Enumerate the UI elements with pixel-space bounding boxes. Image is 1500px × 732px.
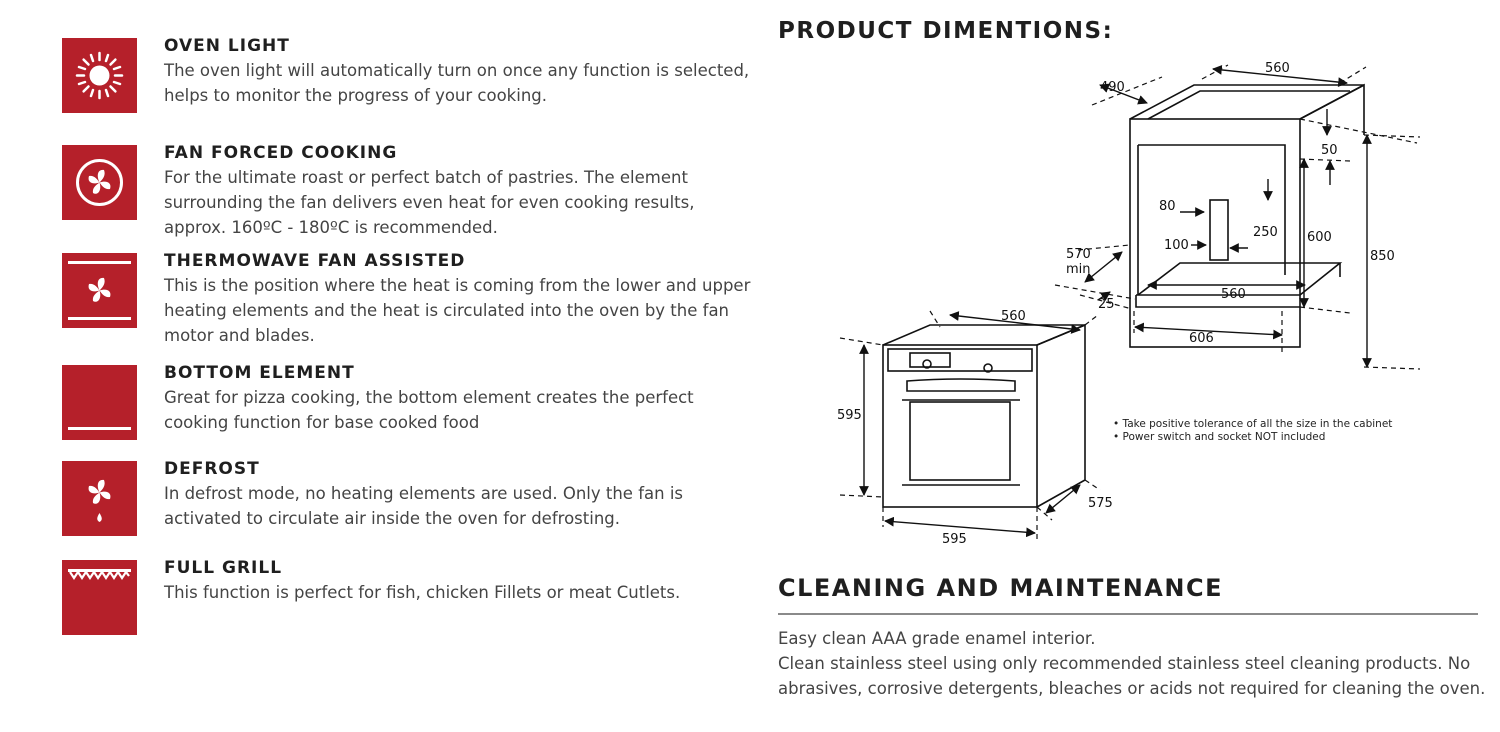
function-description: Great for pizza cooking, the bottom element creates the perfect cooking function for base cooked food	[164, 388, 694, 432]
dim-80: 80	[1159, 199, 1176, 214]
dim-250: 250	[1253, 225, 1278, 240]
function-description: For the ultimate roast or perfect batch of pastries. The element surrounding the fan delivers even heat for even cooking results, approx. 160ºC - 180ºC is recommended.	[164, 168, 695, 237]
oven-drawing	[883, 325, 1085, 507]
bottom-element-icon	[62, 365, 137, 440]
function-title: THERMOWAVE FAN ASSISTED	[164, 251, 466, 271]
cleaning-heading: CLEANING AND MAINTENANCE	[778, 574, 1223, 602]
dim-oven-575: 575	[1088, 496, 1113, 511]
function-description: The oven light will automatically turn on once any function is selected, helps to monitor the progress of your cooking.	[164, 61, 750, 105]
function-title: FAN FORCED COOKING	[164, 143, 398, 163]
dim-570: 570	[1066, 247, 1091, 262]
cleaning-line: Clean stainless steel using only recommended stainless steel cleaning products. No	[778, 654, 1471, 673]
dim-100: 100	[1164, 238, 1189, 253]
function-title: BOTTOM ELEMENT	[164, 363, 355, 383]
dim-560-top: 560	[1265, 61, 1290, 76]
fan-drop-icon	[62, 461, 137, 536]
note-item: • Power switch and socket NOT included	[1113, 431, 1326, 443]
note-item: • Take positive tolerance of all the size in the cabinet	[1113, 418, 1393, 430]
dim-oven-560: 560	[1001, 309, 1026, 324]
dim-850: 850	[1370, 249, 1395, 264]
function-description: This is the position where the heat is coming from the lower and upper heating elements and the heat is circulated into the oven by the fan motor and blades.	[164, 276, 751, 345]
cleaning-text	[778, 626, 1486, 701]
fan-top-bottom-icon	[62, 253, 137, 328]
dim-560-bottom: 560	[1221, 287, 1246, 302]
cabinet-drawing	[1130, 85, 1364, 347]
section-divider	[778, 613, 1478, 615]
dim-570-min: min	[1066, 262, 1091, 277]
dim-490: 490	[1100, 80, 1125, 95]
dim-oven-595-h: 595	[837, 408, 862, 423]
cleaning-line: Easy clean AAA grade enamel interior.	[778, 629, 1096, 648]
sun-icon	[62, 38, 137, 113]
function-title: OVEN LIGHT	[164, 36, 290, 56]
fan-circle-icon	[62, 145, 137, 220]
dimensions-heading: PRODUCT DIMENTIONS:	[778, 18, 1114, 44]
dim-25: 25	[1098, 297, 1115, 312]
dim-600: 600	[1307, 230, 1332, 245]
dim-oven-595-w: 595	[942, 532, 967, 547]
cleaning-line: abrasives, corrosive detergents, bleaches or acids not required for cleaning the oven.	[778, 679, 1486, 698]
function-title: FULL GRILL	[164, 558, 283, 578]
function-title: DEFROST	[164, 459, 260, 479]
function-description: In defrost mode, no heating elements are used. Only the fan is activated to circulate air inside the oven for defrosting.	[164, 484, 684, 528]
dimension-diagram	[830, 55, 1430, 555]
grill-icon	[62, 560, 137, 635]
dim-50: 50	[1321, 143, 1338, 158]
dim-606: 606	[1189, 331, 1214, 346]
dimension-notes	[1113, 418, 1392, 444]
function-description: This function is perfect for fish, chicken Fillets or meat Cutlets.	[164, 583, 681, 602]
